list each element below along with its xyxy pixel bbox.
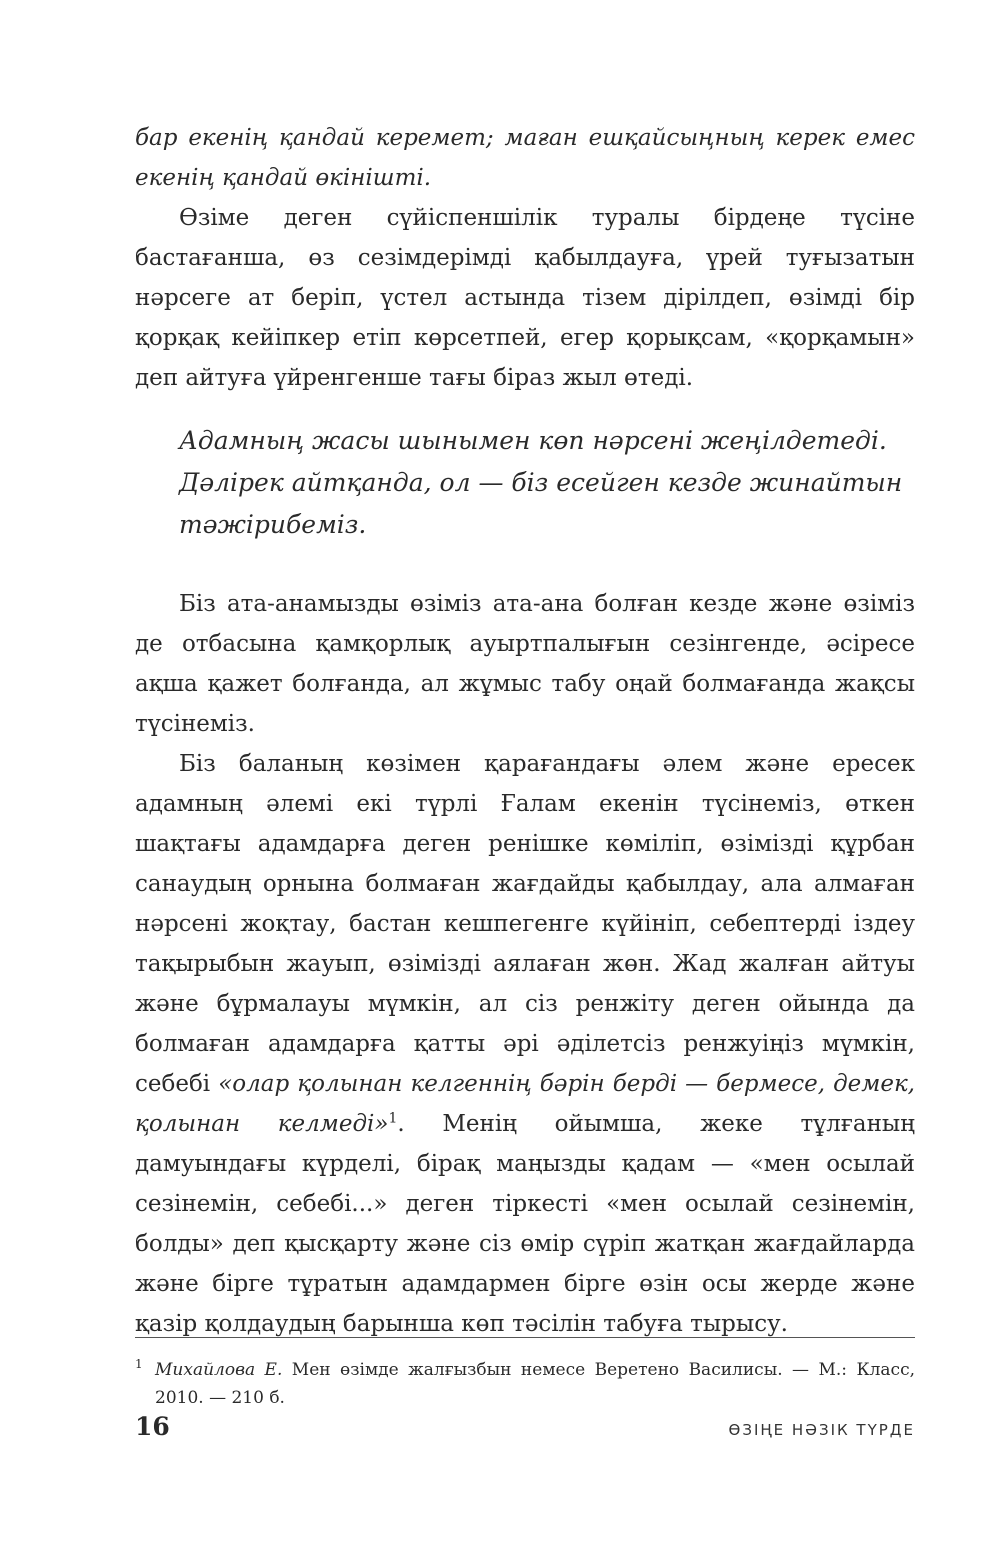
- footnote-author: Михайлова Е.: [155, 1360, 283, 1380]
- inline-quote: «олар қолынан келгеннің бәрін берді — бермесе, демек, қолынан келмеді»: [135, 1071, 915, 1137]
- paragraph-child-world-end: . Менің ойымша, жеке тұлғаның дамуындағы күрделі, бірақ маңызды қадам — «мен осылай сезінемін, себебі...» деген тіркесті «мен осылай сезінемін, болды» деп қысқарту және сіз өмір сүріп жатқан жағдайларда және бірге тұратын адамдармен бірге өзін осы жерде және қазір қолдаудың барынша көп тәсілін табуға тырысу.: [135, 1111, 915, 1337]
- epigraph-quote: Адамның жасы шынымен көп нәрсені жеңілдетеді. Дәлірек айтқанда, ол — біз есейген кезде жинайтын тәжірибеміз.: [179, 426, 903, 539]
- paragraph-self-love: Өзіме деген сүйіспеншілік туралы бірдеңе түсіне бастағанша, өз сезімдерімді қабылдауға, үрей туғызатын нәрсеге ат беріп, үстел астында тізем дірілдеп, өзімді бір қорқақ кейіпкер етіп көрсетпей, егер қорықсам, «қорқамын» деп айтуға үйренгенше тағы біраз жыл өтеді.: [135, 205, 915, 391]
- footnote-body: [155, 1356, 915, 1412]
- page-body: [135, 118, 915, 1344]
- paragraph-continued-italic: бар екенің қандай керемет; маған ешқайсыңның керек емес екенің қандай өкінішті.: [135, 125, 915, 191]
- footnote-text: Мен өзімде жалғызбын немесе Веретено Василисы. — М.: Класс, 2010. — 210 б.: [155, 1360, 915, 1408]
- running-head: ӨЗІҢЕ НӘЗІК ТҮРДЕ: [728, 1421, 915, 1439]
- footnote: [135, 1356, 915, 1412]
- paragraph-parents: Біз ата-анамызды өзіміз ата-ана болған кезде және өзіміз де отбасына қамқорлық ауыртпалығын сезінгенде, әсіресе ақша қажет болғанда, ал жұмыс табу оңай болмағанда жақсы түсінеміз.: [135, 591, 915, 737]
- paragraph-child-world: [135, 744, 915, 1344]
- footnote-mark: 1: [135, 1357, 143, 1371]
- footnote-reference[interactable]: 1: [388, 1110, 398, 1127]
- footnote-divider: [135, 1337, 915, 1338]
- paragraph-child-world-start: Біз баланың көзімен қарағандағы әлем және ересек адамның әлемі екі түрлі Ғалам екенін түсінеміз, өткен шақтағы адамдарға деген ренішке көміліп, өзімізді құрбан санаудың орнына болмаған жағдайды қабылдау, ала алмаған нәрсені жоқтау, бастан кешпегенге күйініп, себептерді іздеу тақырыбын жауып, өзімізді аялаған жөн. Жад жалған айтуы және бұрмалауы мүмкін, ал сіз ренжіту деген ойында да болмаған адамдарға қатты әрі әділетсіз ренжуіңіз мүмкін, себебі: [135, 751, 915, 1097]
- page-number: 16: [135, 1412, 170, 1441]
